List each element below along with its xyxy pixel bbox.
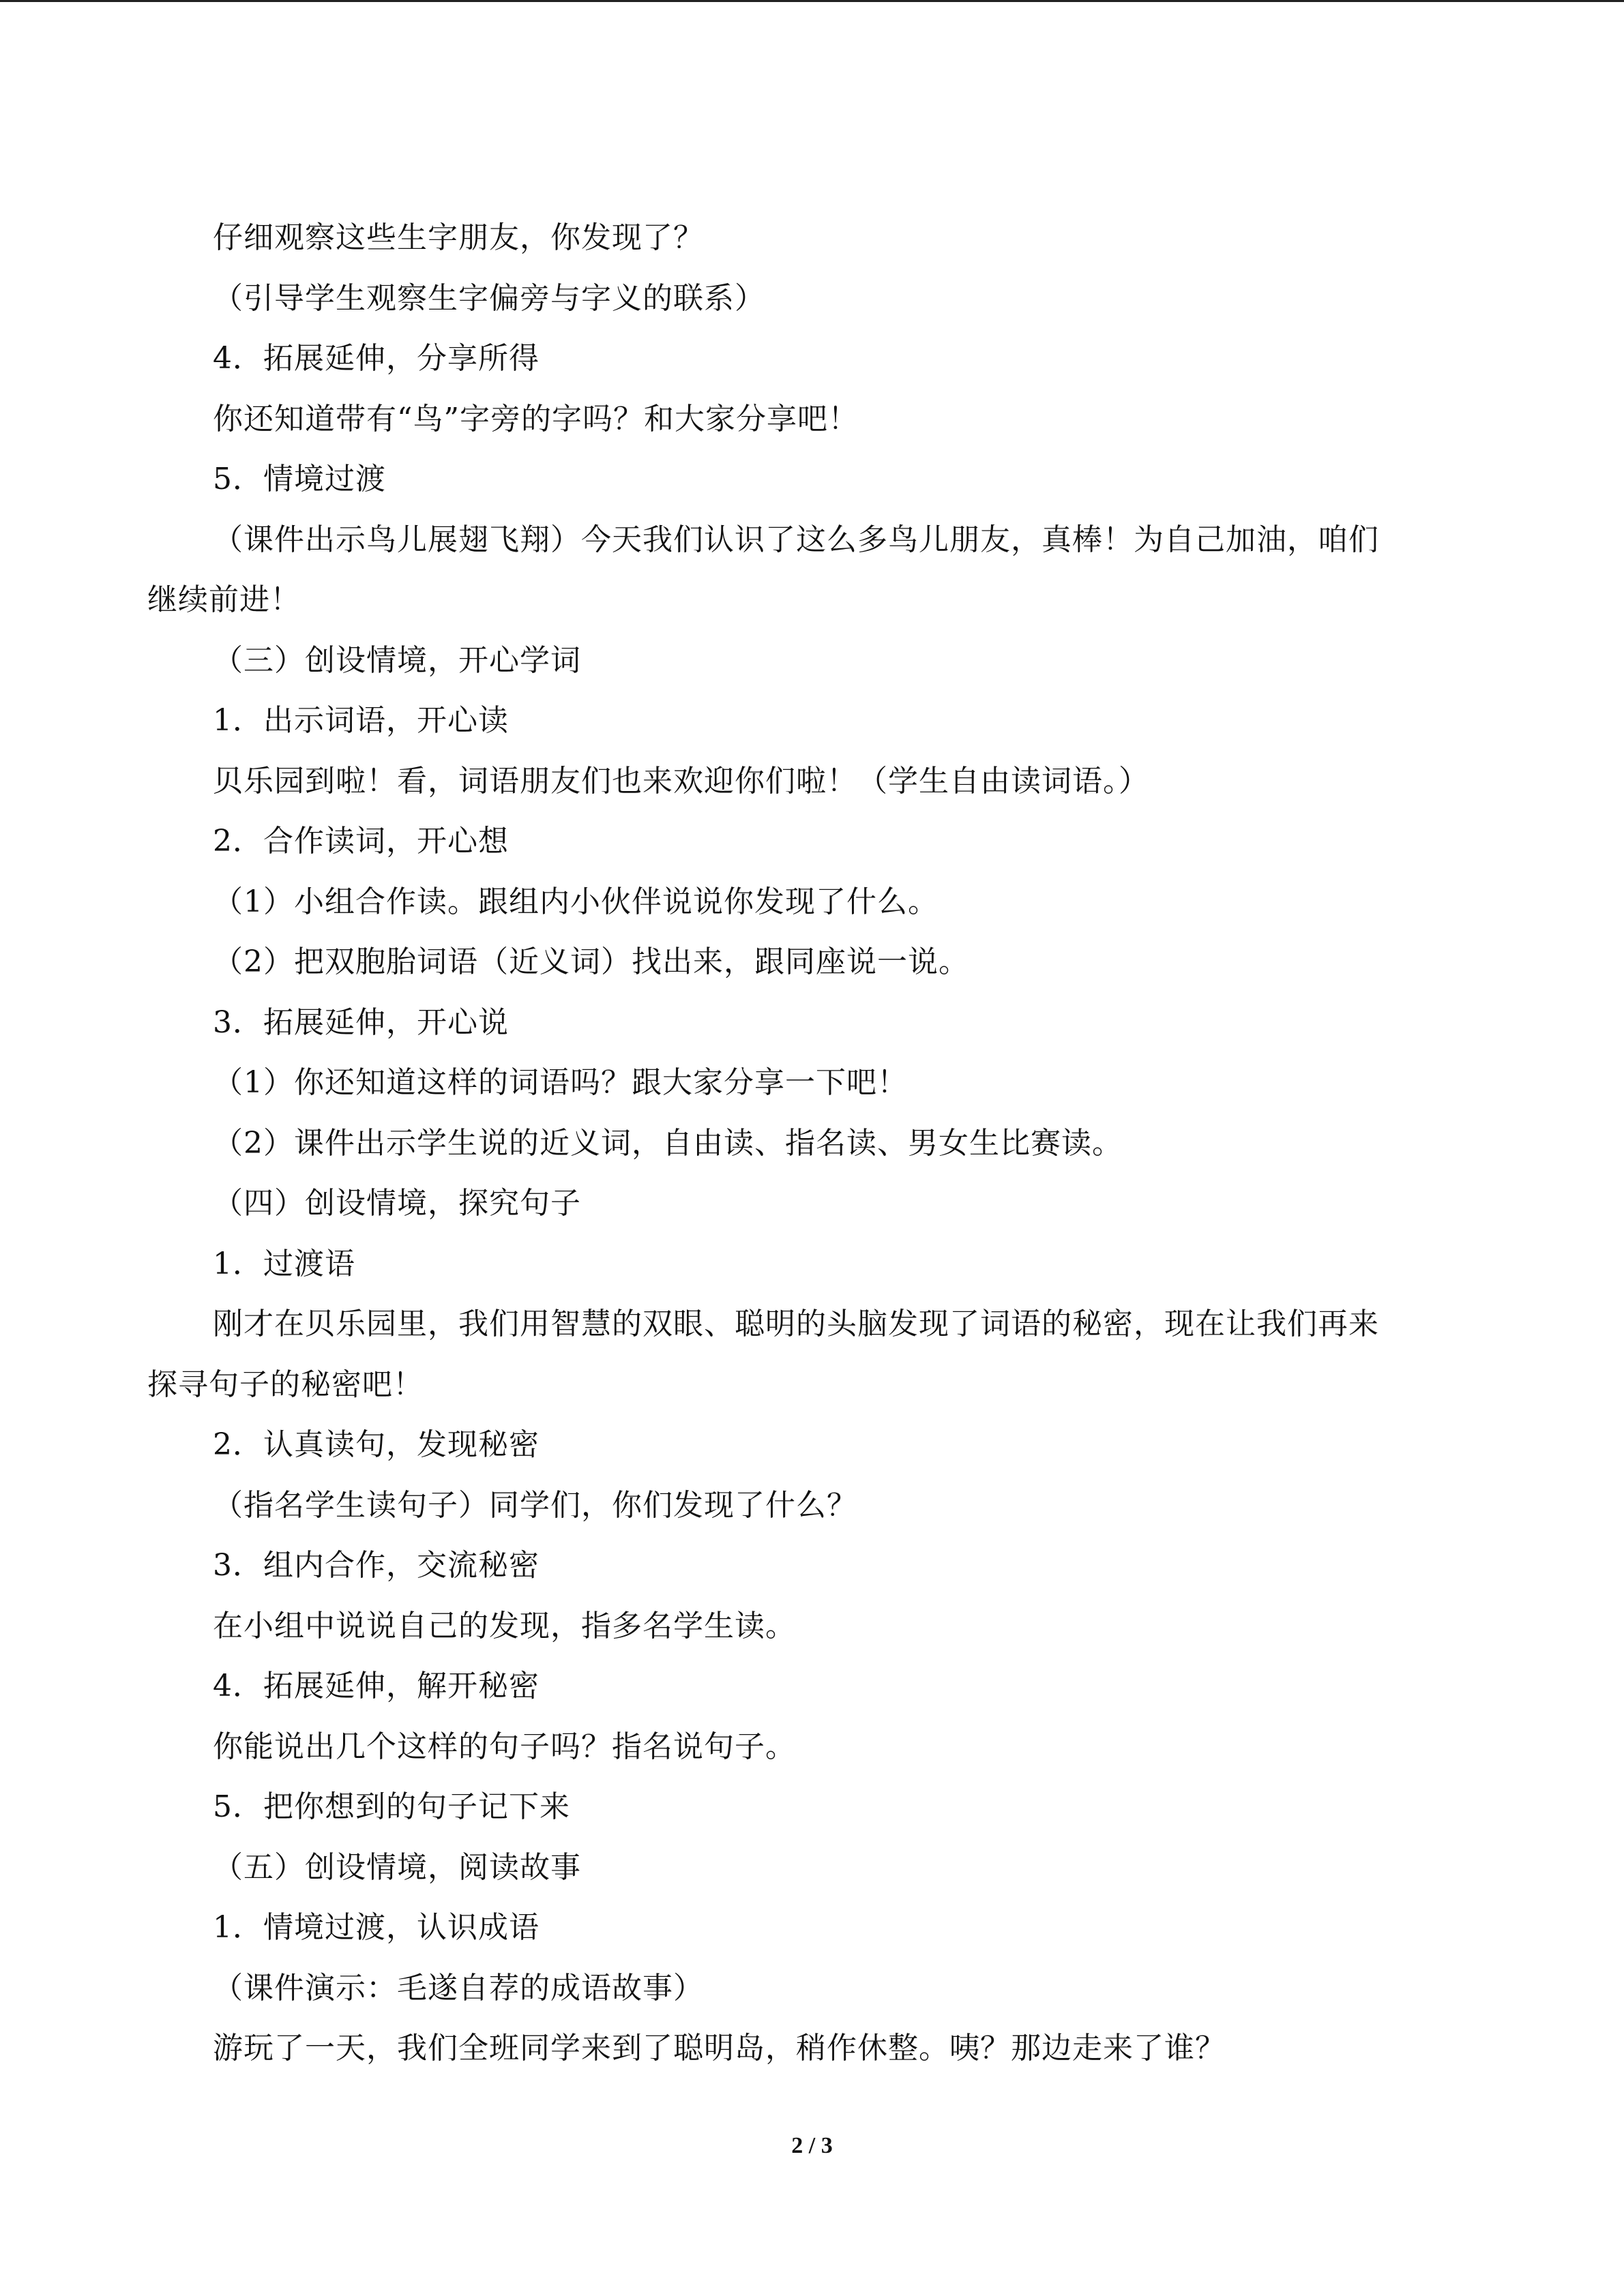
step-heading: 4．拓展延伸，分享所得 bbox=[213, 341, 540, 376]
paragraph-line: （课件演示：毛遂自荐的成语故事） bbox=[213, 1970, 704, 2006]
paragraph-line: 仔细观察这些生字朋友，你发现了？ bbox=[213, 220, 704, 255]
top-border-line bbox=[0, 0, 1624, 2]
paragraph-line: （指名学生读句子）同学们，你们发现了什么？ bbox=[213, 1487, 857, 1523]
step-heading: 2．认真读句，发现秘密 bbox=[213, 1427, 540, 1462]
step-heading: 4．拓展延伸，解开秘密 bbox=[213, 1669, 540, 1703]
step-heading: 1．情境过渡，认识成语 bbox=[213, 1910, 540, 1945]
paragraph-line: 刚才在贝乐园里，我们用智慧的双眼、聪明的头脑发现了词语的秘密，现在让我们再来 bbox=[213, 1307, 1379, 1341]
step-heading: 5．情境过渡 bbox=[213, 462, 386, 496]
paragraph-line: 你还知道带有“鸟”字旁的字吗？和大家分享吧！ bbox=[213, 401, 859, 436]
step-heading: 5．把你想到的句子记下来 bbox=[213, 1789, 570, 1824]
step-heading: 3．组内合作，交流秘密 bbox=[213, 1548, 540, 1583]
paragraph-line: 贝乐园到啦！看，词语朋友们也来欢迎你们啦！（学生自由读词语。） bbox=[213, 763, 1149, 799]
paragraph-line: 你能说出几个这样的句子吗？指名说句子。 bbox=[213, 1729, 796, 1764]
paragraph-line: （2）把双胞胎词语（近义词）找出来，跟同座说一说。 bbox=[213, 944, 969, 979]
document-body bbox=[147, 208, 1460, 2079]
paragraph-line: （课件出示鸟儿展翅飞翔）今天我们认识了这么多鸟儿朋友，真棒！为自己加油，咱们 bbox=[213, 522, 1379, 557]
paragraph-line: （2）课件出示学生说的近义词，自由读、指名读、男女生比赛读。 bbox=[213, 1125, 1123, 1161]
paragraph-line-continuation: 继续前进！ bbox=[147, 582, 301, 617]
paragraph-line: （引导学生观察生字偏旁与字义的联系） bbox=[213, 280, 765, 316]
page-number: 2 / 3 bbox=[791, 2133, 833, 2158]
step-heading: 2．合作读词，开心想 bbox=[213, 824, 509, 859]
section-heading: （五）创设情境，阅读故事 bbox=[213, 1849, 581, 1885]
paragraph-line: 游玩了一天，我们全班同学来到了聪明岛，稍作休整。咦？那边走来了谁？ bbox=[213, 2031, 1226, 2066]
paragraph-line: （1）小组合作读。跟组内小伙伴说说你发现了什么。 bbox=[213, 884, 939, 919]
step-heading: 1．过渡语 bbox=[213, 1246, 355, 1281]
paragraph-line: 在小组中说说自己的发现，指多名学生读。 bbox=[213, 1608, 796, 1643]
step-heading: 1．出示词语，开心读 bbox=[213, 703, 509, 738]
paragraph-line: （1）你还知道这样的词语吗？跟大家分享一下吧！ bbox=[213, 1065, 908, 1100]
paragraph-line-continuation: 探寻句子的秘密吧！ bbox=[147, 1367, 424, 1402]
section-heading: （四）创设情境，探究句子 bbox=[213, 1186, 581, 1221]
section-heading: （三）创设情境，开心学词 bbox=[213, 642, 581, 678]
step-heading: 3．拓展延伸，开心说 bbox=[213, 1004, 509, 1040]
